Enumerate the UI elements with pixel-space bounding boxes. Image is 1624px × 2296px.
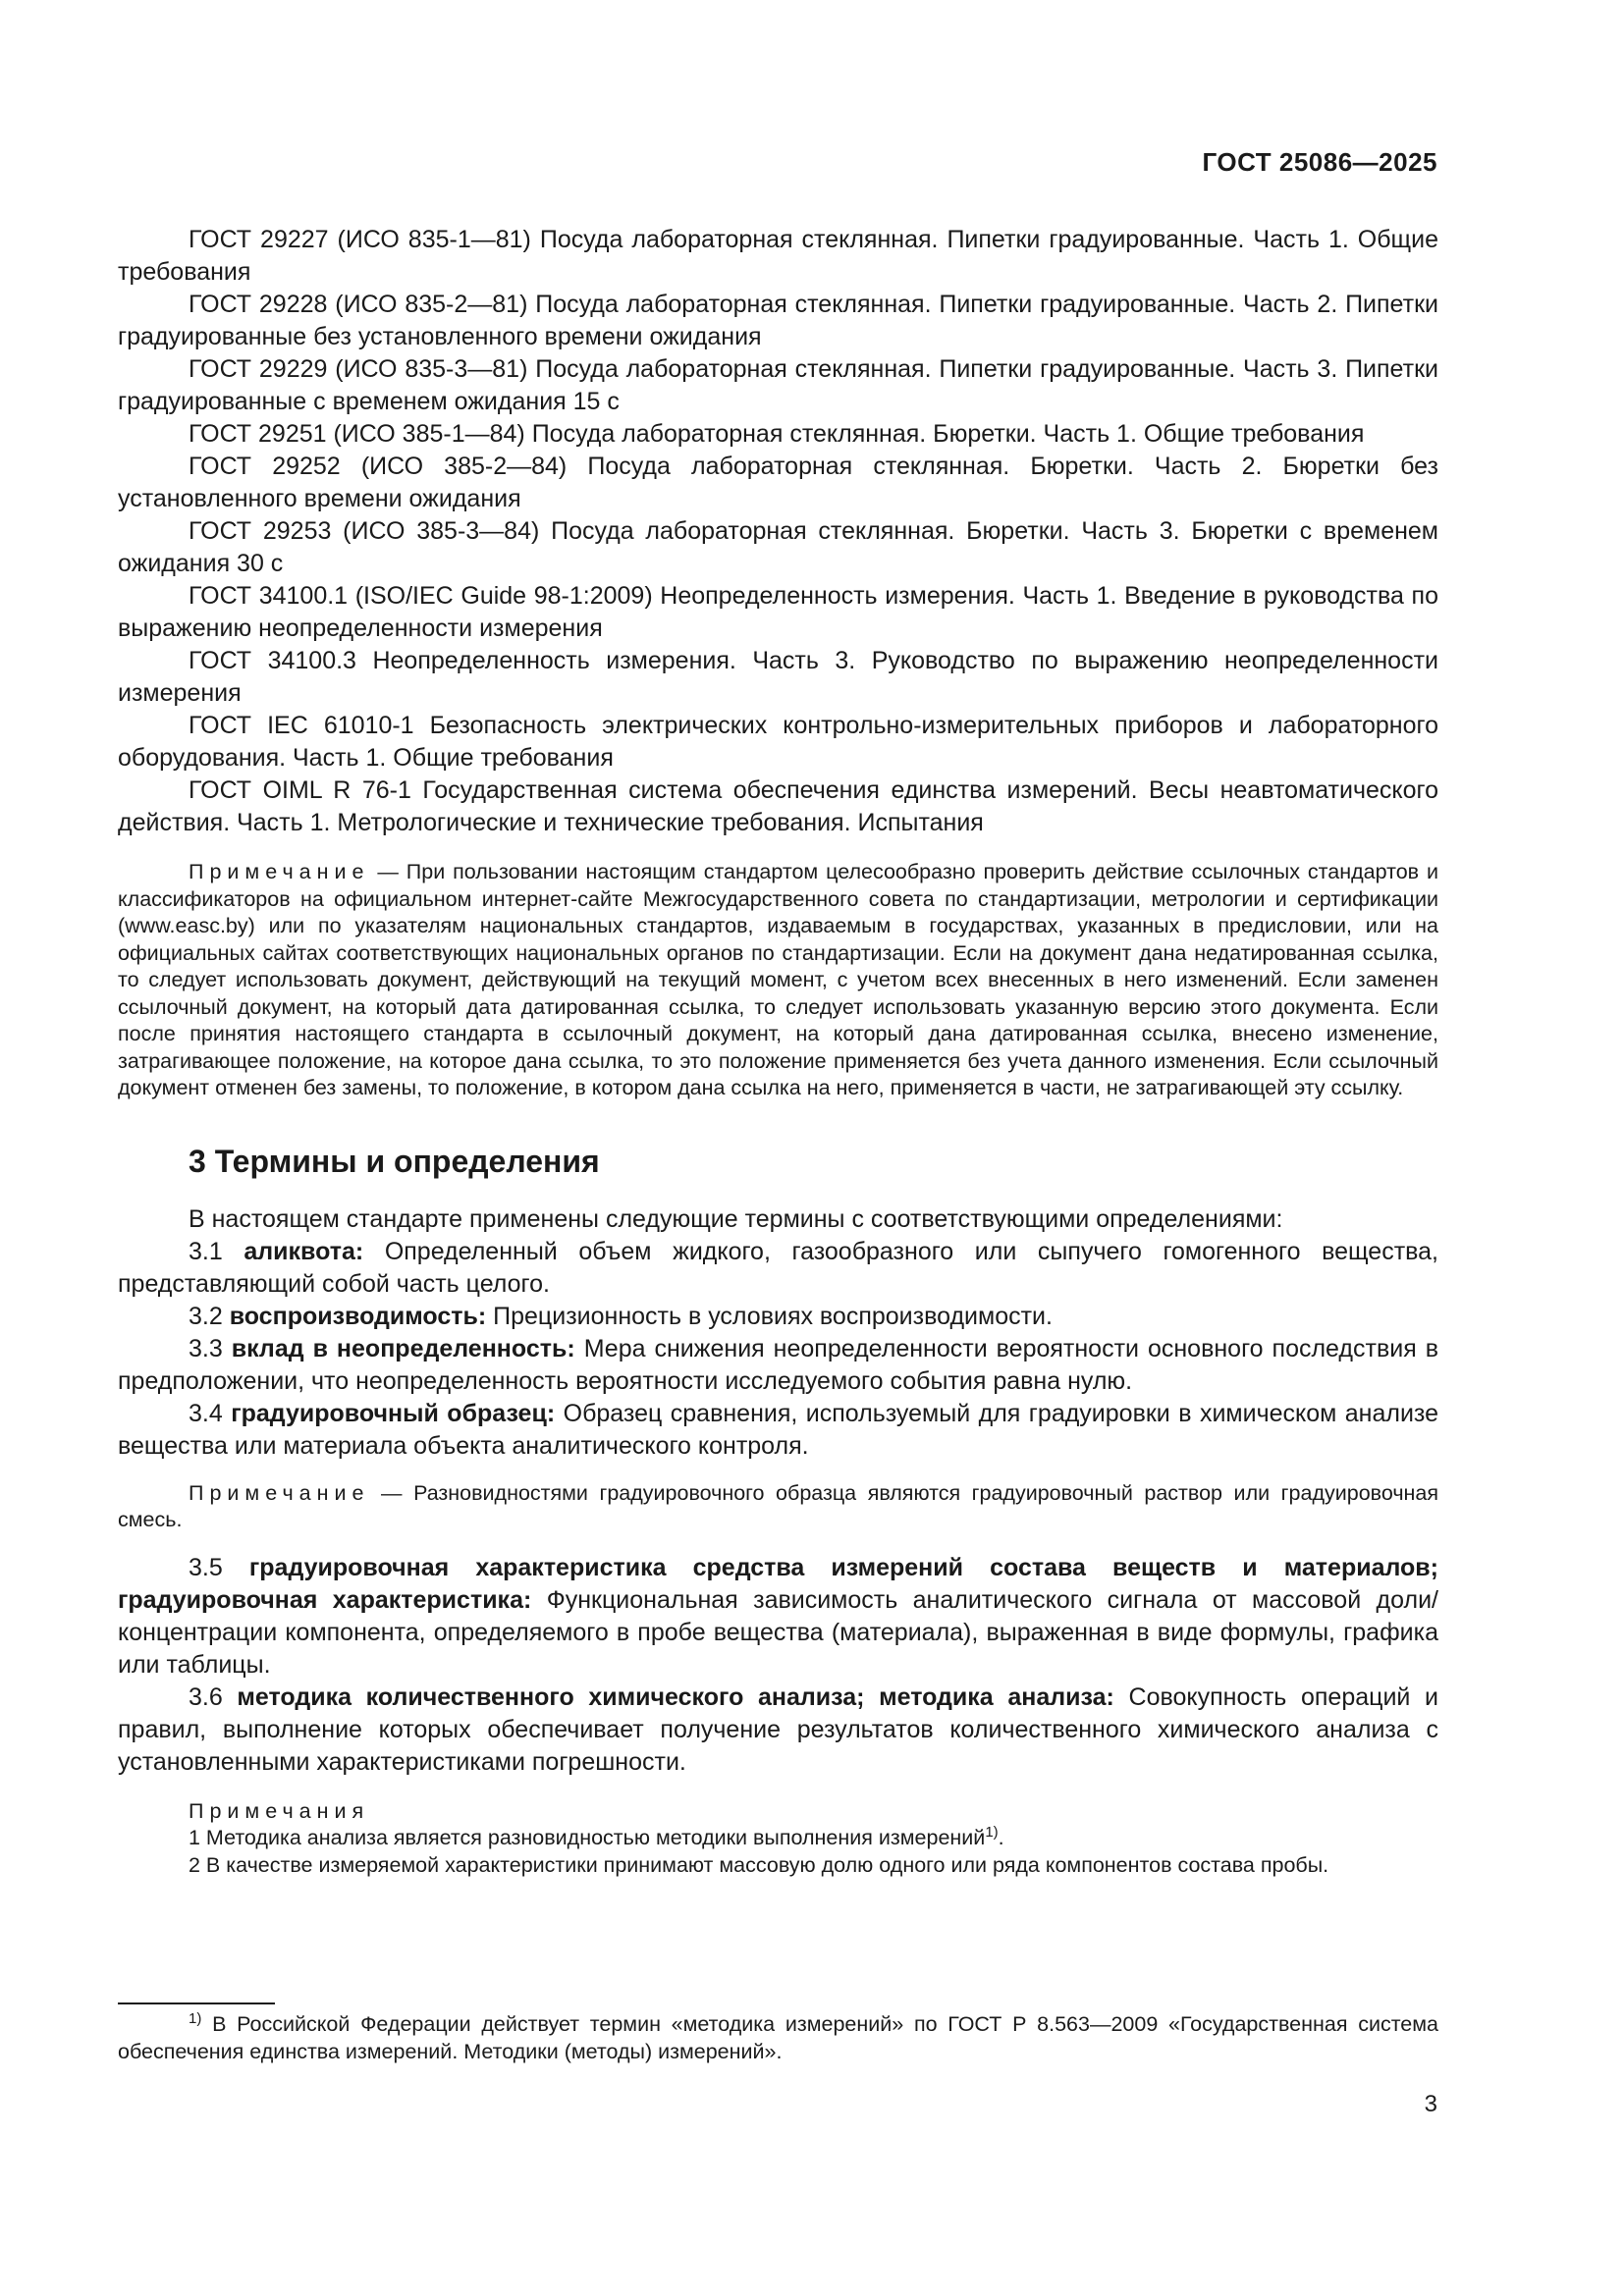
normative-references-list [118, 224, 1438, 839]
term-definition [118, 1333, 1438, 1398]
section-title: 3 Термины и определения [189, 1143, 600, 1179]
term-name: вклад в неопределенность: [231, 1334, 575, 1362]
term-number: 3.4 [189, 1399, 232, 1427]
term-text: Образец сравнения, используемый для градуировки в химическом анализе вещества или материала объекта аналитического контроля. [118, 1399, 1439, 1460]
term-name: градуировочный образец: [231, 1399, 556, 1427]
term-text: Совокупность операций и правил, выполнение которых обеспечивает получение результатов количественного химического анализа с установленными характеристиками погрешности. [118, 1682, 1439, 1776]
note-text-end: . [998, 1826, 1004, 1849]
term-name: методика количественного химического анализа; методика анализа: [237, 1682, 1114, 1711]
references-note [118, 859, 1438, 1102]
footnote-marker: 1) [985, 1823, 999, 1841]
note-text: — Разновидностями градуировочного образца являются градуировочный раствор или градуировочная смесь. [118, 1480, 1438, 1531]
reference-item: ГОСТ OIML R 76-1 Государственная система обеспечения единства измерений. Весы неавтоматического действия. Часть 1. Метрологические и технические требования. Испытания [118, 776, 1438, 836]
term-text: Функциональная зависимость аналитического сигнала от массовой доли/концентрации компонента, определяемого в пробе вещества (материала), выраженная в виде формулы, графика или таблицы. [118, 1585, 1438, 1679]
term-definition [118, 1236, 1438, 1301]
footnote-separator [118, 2002, 275, 2004]
term-number: 3.3 [189, 1334, 232, 1362]
term-text: Прецизионность в условиях воспроизводимости. [486, 1302, 1053, 1330]
term-number: 3.5 [189, 1553, 249, 1581]
term-notes [118, 1798, 1438, 1880]
note-item [118, 1825, 1438, 1852]
section-intro: В настоящем стандарте применены следующие термины с соответствующими определениями: [189, 1204, 1283, 1233]
reference-item: ГОСТ 29229 (ИСО 835-3—81) Посуда лабораторная стеклянная. Пипетки градуированные. Часть 3. Пипетки градуированные с временем ожидания 15 с [118, 355, 1438, 415]
notes-label: Примечания [189, 1798, 370, 1823]
reference-item: ГОСТ 34100.3 Неопределенность измерения. Часть 3. Руководство по выражению неопределенности измерения [118, 647, 1438, 707]
term-note [118, 1480, 1438, 1534]
footnote-text: В Российской Федерации действует термин «методика измерений» по ГОСТ Р 8.563—2009 «Государственная система обеспечения единства измерений. Методики (методы) измерений». [118, 2012, 1438, 2063]
note-label: Примечание [189, 860, 370, 883]
reference-item: ГОСТ 34100.1 (ISO/IEC Guide 98-1:2009) Неопределенность измерения. Часть 1. Введение в руководства по выражению неопределенности измерения [118, 582, 1438, 642]
reference-item: ГОСТ 29251 (ИСО 385-1—84) Посуда лабораторная стеклянная. Бюретки. Часть 1. Общие требования [189, 420, 1365, 448]
note-label: Примечание [189, 1480, 370, 1505]
term-number: 3.1 [189, 1237, 244, 1265]
footnote [118, 2010, 1438, 2065]
notes-label-line [118, 1798, 1438, 1826]
term-definition [118, 1682, 1438, 1779]
reference-item: ГОСТ 29253 (ИСО 385-3—84) Посуда лабораторная стеклянная. Бюретки. Часть 3. Бюретки с временем ожидания 30 с [118, 517, 1438, 577]
term-definition [118, 1398, 1438, 1463]
document-code-header: ГОСТ 25086—2025 [1202, 147, 1437, 177]
footnote-marker: 1) [189, 2009, 202, 2027]
reference-item: ГОСТ 29252 (ИСО 385-2—84) Посуда лабораторная стеклянная. Бюретки. Часть 2. Бюретки без установленного времени ожидания [118, 453, 1438, 512]
term-definition [118, 1301, 1438, 1333]
term-text: Определенный объем жидкого, газообразного или сыпучего гомогенного вещества, представляющий собой часть целого. [118, 1237, 1438, 1298]
note-text: — При пользовании настоящим стандартом целесообразно проверить действие ссылочных стандартов и классификаторов на официальном интернет-сайте Межгосударственного совета по стандартизации, метрологии и сертификации (www.easc.by) или по указателям национальных стандартов, издаваемым в государствах, указанных в предисловии, или на официальных сайтах соответствующих национальных органов по стандартизации. Если на документ дана недатированная ссылка, то следует использовать документ, действующий на текущий момент, с учетом всех внесенных в него изменений. Если заменен ссылочный документ, на который дата датированная ссылка, то следует использовать указанную версию этого документа. Если после принятия настоящего стандарта в ссылочный документ, на который дана датированная ссылка, внесено изменение, затрагивающее положение, на которое дана ссылка, то это положение применяется без учета данного изменения. Если ссылочный документ отменен без замены, то положение, в котором дана ссылка на него, применяется в части, не затрагивающей эту ссылку. [118, 860, 1438, 1099]
term-definition [118, 1552, 1438, 1682]
reference-item: ГОСТ 29227 (ИСО 835-1—81) Посуда лабораторная стеклянная. Пипетки градуированные. Часть 1. Общие требования [118, 226, 1438, 286]
term-text: Мера снижения неопределенности вероятности основного последствия в предположении, что неопределенность вероятности исследуемого события равна нулю. [118, 1334, 1439, 1395]
main-content [118, 224, 1438, 1879]
term-name: градуировочная характеристика средства измерений состава веществ и материалов; градуировочная характеристика: [118, 1553, 1439, 1614]
reference-item: ГОСТ IEC 61010-1 Безопасность электрических контрольно-измерительных приборов и лабораторного оборудования. Часть 1. Общие требования [118, 712, 1438, 772]
note-item: 2 В качестве измеряемой характеристики принимают массовую долю одного или ряда компонентов состава пробы. [189, 1852, 1329, 1877]
reference-item: ГОСТ 29228 (ИСО 835-2—81) Посуда лабораторная стеклянная. Пипетки градуированные. Часть 2. Пипетки градуированные без установленного времени ожидания [118, 291, 1438, 350]
term-number: 3.2 [189, 1302, 230, 1330]
note-text: 1 Методика анализа является разновидностью методики выполнения измерений [189, 1826, 986, 1849]
term-name: аликвота: [244, 1237, 364, 1265]
page-number: 3 [1424, 2091, 1437, 2117]
term-name: воспроизводимость: [229, 1302, 487, 1330]
term-number: 3.6 [189, 1682, 238, 1711]
